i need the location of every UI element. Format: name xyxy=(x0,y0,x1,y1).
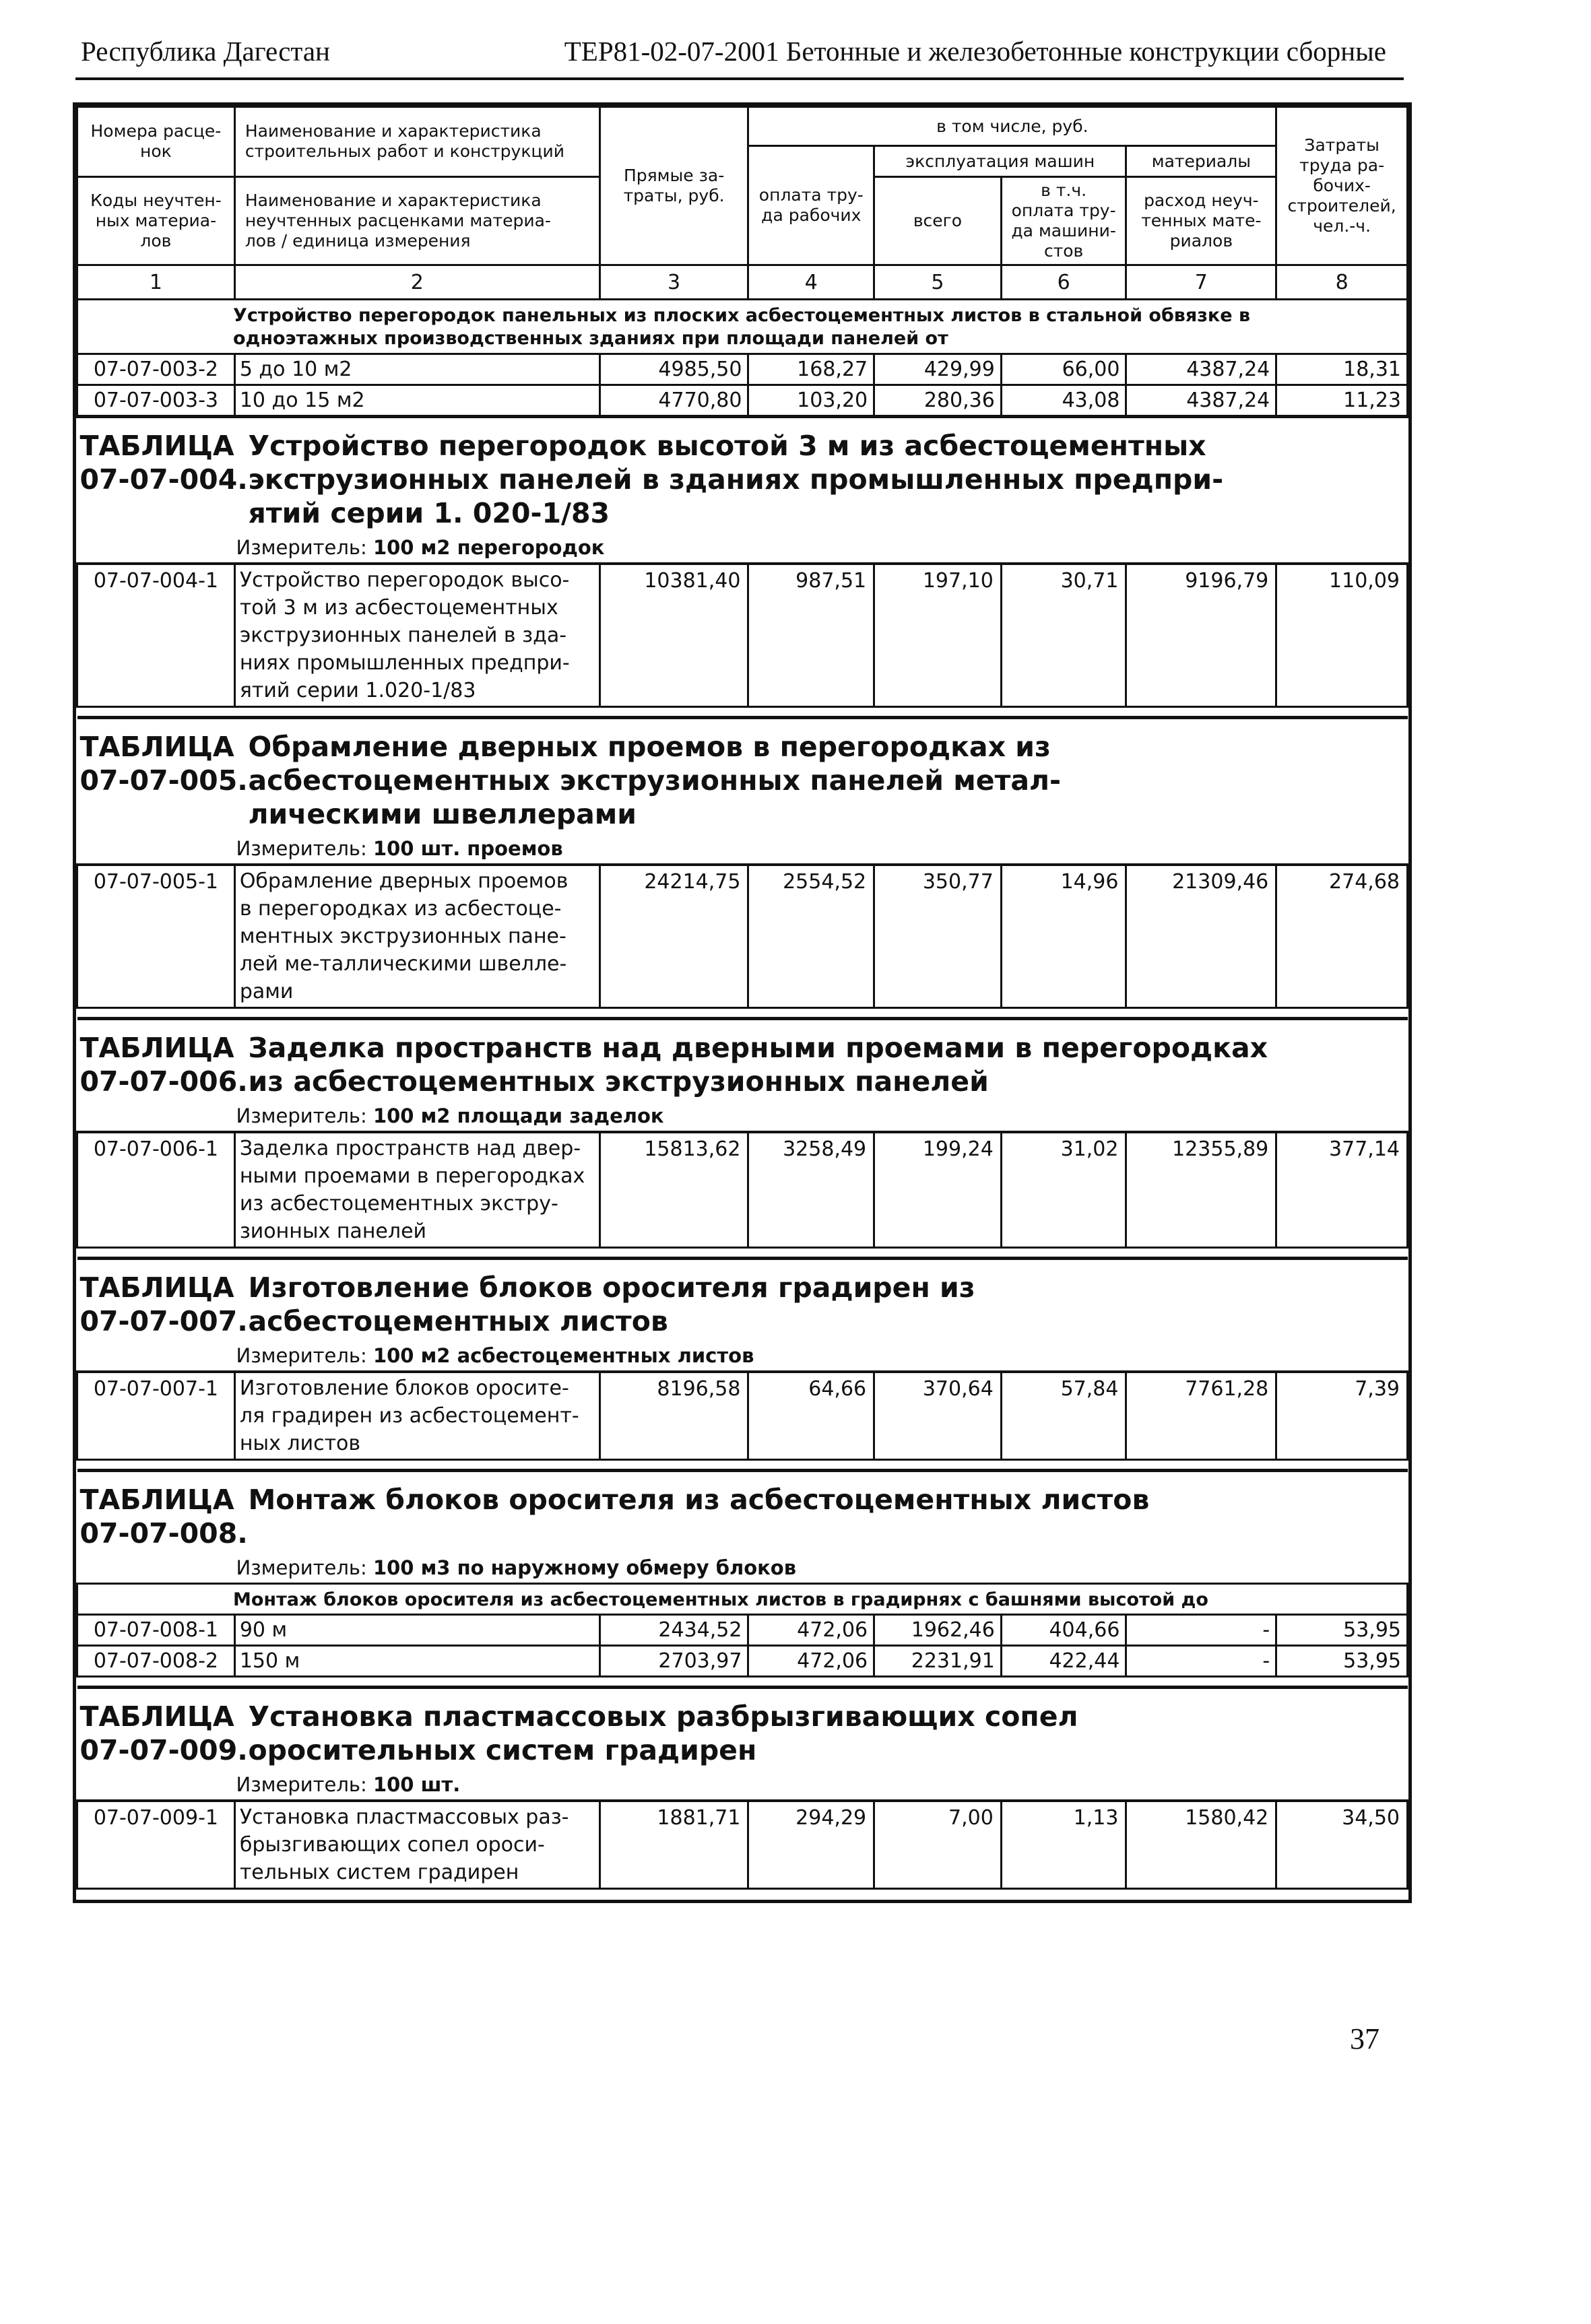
rate-value: 7761,28 xyxy=(1126,1372,1276,1460)
table-unit xyxy=(77,1345,1408,1372)
table-title-text xyxy=(249,730,1062,831)
table-label xyxy=(77,1700,249,1767)
section-caption-row xyxy=(77,1583,1408,1615)
section-caption: Монтаж блоков оросителя из асбестоцементных листов в градирнях с башнями высотой до xyxy=(77,1583,1408,1615)
unit-row xyxy=(77,838,1408,865)
rate-value: 64,66 xyxy=(748,1372,874,1460)
rate-value: 274,68 xyxy=(1276,865,1408,1008)
table-title-line: ятий серии 1. 020-1/83 xyxy=(248,496,610,529)
table-row xyxy=(77,1801,1408,1889)
table-title-line: экструзионных панелей в зданиях промышленных предпри- xyxy=(248,463,1224,496)
unit-row xyxy=(77,1345,1408,1372)
rate-code: 07-07-005-1 xyxy=(77,865,235,1008)
table-header xyxy=(77,107,1408,265)
table-title-line: асбестоцементных листов xyxy=(248,1304,668,1337)
rate-value: 294,29 xyxy=(748,1801,874,1889)
tables-body xyxy=(77,416,1408,1900)
rate-name: 90 м xyxy=(234,1615,599,1646)
rate-value: 2703,97 xyxy=(599,1646,748,1677)
column-number: 8 xyxy=(1276,265,1408,300)
col-header-labor: Затраты труда ра- бочих- строителей, чел.-ч. xyxy=(1276,107,1408,265)
table-title xyxy=(77,416,1408,537)
page-number: 37 xyxy=(1350,2022,1379,2055)
table-title-line: лическими швеллерами xyxy=(248,797,637,830)
rate-code: 07-07-007-1 xyxy=(77,1372,235,1460)
rate-value: 197,10 xyxy=(874,564,1002,707)
table-code: 07-07-008. xyxy=(79,1517,248,1550)
rate-value: 2231,91 xyxy=(874,1646,1002,1677)
table-label-word: ТАБЛИЦА xyxy=(79,1483,234,1516)
column-number: 5 xyxy=(874,265,1002,300)
table-title-text xyxy=(249,1483,1150,1517)
table-spacer xyxy=(77,1247,1408,1258)
spacer-cell xyxy=(77,1889,1408,1900)
rate-value: 1580,42 xyxy=(1126,1801,1276,1889)
rate-value: 4770,80 xyxy=(599,385,748,416)
header-rule xyxy=(75,77,1404,80)
rate-value: 4387,24 xyxy=(1126,385,1276,416)
rate-value: 987,51 xyxy=(748,564,874,707)
table-title-row xyxy=(77,717,1408,838)
rate-value: 15813,62 xyxy=(599,1132,748,1248)
table-unit xyxy=(77,1774,1408,1801)
rate-name: Обрамление дверных проемов в перегородках из асбестоце- ментных экструзионных пане- лей ме-таллическими швелле- рами xyxy=(234,865,599,1008)
table-title-text xyxy=(249,1271,975,1338)
unit-row xyxy=(77,1105,1408,1132)
table-spacer xyxy=(77,706,1408,717)
table-label-word: ТАБЛИЦА xyxy=(79,1700,234,1733)
unit-label: Измеритель: xyxy=(236,836,367,860)
table-title-row xyxy=(77,416,1408,537)
table-spacer xyxy=(77,1459,1408,1470)
rate-name: Установка пластмассовых раз- брызгивающих сопел ороси- тельных систем градирен xyxy=(234,1801,599,1889)
col-header-material-name: Наименование и характеристика неучтенных расценками материа- лов / единица измерения xyxy=(234,177,599,265)
rate-value: 7,00 xyxy=(874,1801,1002,1889)
rate-value: - xyxy=(1126,1646,1276,1677)
rate-value: 43,08 xyxy=(1001,385,1126,416)
rate-value: 14,96 xyxy=(1001,865,1126,1008)
rate-value: 18,31 xyxy=(1276,354,1408,385)
rate-name: 5 до 10 м2 xyxy=(234,354,599,385)
rate-value: 4985,50 xyxy=(599,354,748,385)
rates-table xyxy=(76,106,1408,1900)
rate-value: 472,06 xyxy=(748,1615,874,1646)
table-row xyxy=(77,865,1408,1008)
table-code: 07-07-007. xyxy=(79,1304,248,1337)
col-header-operator-pay: в т.ч. оплата тру- да машини- стов xyxy=(1001,177,1126,265)
table-title-text xyxy=(249,1700,1078,1767)
table-title-line: из асбестоцементных экструзионных панелей xyxy=(248,1065,989,1098)
table-row xyxy=(77,1615,1408,1646)
table-title xyxy=(77,1470,1408,1557)
rate-value: 1,13 xyxy=(1001,1801,1126,1889)
rate-name: 150 м xyxy=(234,1646,599,1677)
table-spacer xyxy=(77,1677,1408,1688)
section-07-07-003 xyxy=(77,300,1408,417)
running-header-left: Республика Дагестан xyxy=(81,36,330,67)
rate-value: 34,50 xyxy=(1276,1801,1408,1889)
column-number: 3 xyxy=(599,265,748,300)
rate-value: 472,06 xyxy=(748,1646,874,1677)
rate-code: 07-07-006-1 xyxy=(77,1132,235,1248)
table-row xyxy=(77,385,1408,416)
unit-label: Измеритель: xyxy=(236,1104,367,1127)
rate-value: 370,64 xyxy=(874,1372,1002,1460)
spacer-cell xyxy=(77,1677,1408,1688)
column-numbers xyxy=(77,265,1408,300)
rate-code: 07-07-003-3 xyxy=(77,385,235,416)
table-title-line: оросительных систем градирен xyxy=(248,1734,757,1767)
spacer-cell xyxy=(77,706,1408,717)
rate-value: 30,71 xyxy=(1001,564,1126,707)
table-title-row xyxy=(77,1688,1408,1774)
table-code: 07-07-006. xyxy=(79,1065,248,1098)
rate-value: 350,77 xyxy=(874,865,1002,1008)
rate-value: 1962,46 xyxy=(874,1615,1002,1646)
col-header-direct-costs: Прямые за- траты, руб. xyxy=(599,107,748,265)
table-unit xyxy=(77,1557,1408,1584)
rate-value: 53,95 xyxy=(1276,1646,1408,1677)
table-code: 07-07-004. xyxy=(79,463,248,496)
table-title-line: асбестоцементных экструзионных панелей метал- xyxy=(248,764,1062,797)
rate-value: 4387,24 xyxy=(1126,354,1276,385)
table-label xyxy=(77,730,249,797)
table-title xyxy=(77,1258,1408,1345)
table-row xyxy=(77,1132,1408,1248)
rate-value: 3258,49 xyxy=(748,1132,874,1248)
unit-value: 100 шт. проемов xyxy=(372,836,563,860)
table-title-line: Устройство перегородок высотой 3 м из асбестоцементных xyxy=(248,429,1206,462)
running-header-right: ТЕР81-02-07-2001 Бетонные и железобетонные конструкции сборные xyxy=(564,36,1386,67)
table-label-word: ТАБЛИЦА xyxy=(79,1031,234,1064)
table-spacer xyxy=(77,1889,1408,1900)
rate-value: 24214,75 xyxy=(599,865,748,1008)
table-title xyxy=(77,1688,1408,1774)
rate-value: 57,84 xyxy=(1001,1372,1126,1460)
column-numbers-row xyxy=(77,265,1408,300)
table-code: 07-07-009. xyxy=(79,1734,248,1767)
table-title-line: Изготовление блоков оросителя градирен из xyxy=(248,1271,975,1304)
table-label xyxy=(77,1031,249,1098)
col-header-rate-number: Номера расце- нок xyxy=(77,107,235,177)
unit-label: Измеритель: xyxy=(236,1773,367,1797)
rate-name: Изготовление блоков оросите- ля градирен из асбестоцемент- ных листов xyxy=(234,1372,599,1460)
table-spacer xyxy=(77,1007,1408,1018)
table-code: 07-07-005. xyxy=(79,764,248,797)
rate-value: 2434,52 xyxy=(599,1615,748,1646)
rate-value: 168,27 xyxy=(748,354,874,385)
table-title-line: Заделка пространств над дверными проемами в перегородках xyxy=(248,1031,1268,1064)
unit-row xyxy=(77,1557,1408,1584)
table-title-row xyxy=(77,1470,1408,1557)
rate-value: 199,24 xyxy=(874,1132,1002,1248)
unit-value: 100 шт. xyxy=(372,1773,461,1797)
table-label xyxy=(77,1271,249,1338)
rate-value: 377,14 xyxy=(1276,1132,1408,1248)
unit-label: Измеритель: xyxy=(236,1343,367,1367)
rate-value: 1881,71 xyxy=(599,1801,748,1889)
table-unit xyxy=(77,537,1408,564)
unit-row xyxy=(77,537,1408,564)
rate-value: 422,44 xyxy=(1001,1646,1126,1677)
col-header-materials: материалы xyxy=(1126,146,1276,177)
rate-name: 10 до 15 м2 xyxy=(234,385,599,416)
column-number: 4 xyxy=(748,265,874,300)
unit-value: 100 м2 асбестоцементных листов xyxy=(372,1343,754,1367)
rate-value: 280,36 xyxy=(874,385,1002,416)
rate-value: 8196,58 xyxy=(599,1372,748,1460)
rate-value: 12355,89 xyxy=(1126,1132,1276,1248)
rate-value: 103,20 xyxy=(748,385,874,416)
table-title-row xyxy=(77,1258,1408,1345)
table-label xyxy=(77,1483,249,1550)
table-title-line: Обрамление дверных проемов в перегородках из xyxy=(248,730,1051,763)
unit-label: Измеритель: xyxy=(236,535,367,559)
unit-value: 100 м3 по наружному обмеру блоков xyxy=(372,1556,797,1579)
section-caption-row xyxy=(77,300,1408,354)
table-title-line: Монтаж блоков оросителя из асбестоцементных листов xyxy=(248,1483,1150,1516)
unit-label: Измеритель: xyxy=(236,1556,367,1579)
rate-value: 2554,52 xyxy=(748,865,874,1008)
table-label-word: ТАБЛИЦА xyxy=(79,1271,234,1304)
col-header-incl-group: в том числе, руб. xyxy=(748,107,1276,146)
rate-value: 7,39 xyxy=(1276,1372,1408,1460)
table-unit xyxy=(77,1105,1408,1132)
rate-value: 21309,46 xyxy=(1126,865,1276,1008)
rate-code: 07-07-008-1 xyxy=(77,1615,235,1646)
table-title-line: Установка пластмассовых разбрызгивающих сопел xyxy=(248,1700,1078,1733)
rate-value: 31,02 xyxy=(1001,1132,1126,1248)
col-header-material-codes: Коды неучтен- ных материа- лов xyxy=(77,177,235,265)
rates-table-frame xyxy=(73,102,1412,1903)
spacer-cell xyxy=(77,1007,1408,1018)
table-title xyxy=(77,717,1408,838)
table-label-word: ТАБЛИЦА xyxy=(79,429,234,462)
table-title-text xyxy=(249,1031,1268,1098)
rate-value: 429,99 xyxy=(874,354,1002,385)
spacer-cell xyxy=(77,1459,1408,1470)
unit-value: 100 м2 площади заделок xyxy=(372,1104,664,1127)
rate-value: - xyxy=(1126,1615,1276,1646)
rate-code: 07-07-008-2 xyxy=(77,1646,235,1677)
rate-value: 9196,79 xyxy=(1126,564,1276,707)
table-unit xyxy=(77,838,1408,865)
rate-value: 10381,40 xyxy=(599,564,748,707)
rate-name: Заделка пространств над двер- ными проемами в перегородках из асбестоцементных экстру- зионных панелей xyxy=(234,1132,599,1248)
col-header-material-use: расход неуч- тенных мате- риалов xyxy=(1126,177,1276,265)
table-row xyxy=(77,1372,1408,1460)
table-row xyxy=(77,1646,1408,1677)
section-caption: Устройство перегородок панельных из плоских асбестоцементных листов в стальной обвязке в одноэтажных производственных зданиях при площади панелей от xyxy=(77,300,1408,354)
rate-value: 66,00 xyxy=(1001,354,1126,385)
table-title-text xyxy=(249,429,1224,530)
rate-value: 110,09 xyxy=(1276,564,1408,707)
col-header-worker-pay: оплата тру- да рабочих xyxy=(748,146,874,265)
spacer-cell xyxy=(77,1247,1408,1258)
rate-code: 07-07-009-1 xyxy=(77,1801,235,1889)
column-number: 2 xyxy=(234,265,599,300)
unit-row xyxy=(77,1774,1408,1801)
rate-value: 404,66 xyxy=(1001,1615,1126,1646)
rate-code: 07-07-004-1 xyxy=(77,564,235,707)
table-label xyxy=(77,429,249,496)
rate-name: Устройство перегородок высо- той 3 м из асбестоцементных экструзионных панелей в зда- ниях промышленных предпри- ятий серии 1.020-1/83 xyxy=(234,564,599,707)
col-header-work-name: Наименование и характеристика строительных работ и конструкций xyxy=(234,107,599,177)
table-title xyxy=(77,1018,1408,1105)
table-label-word: ТАБЛИЦА xyxy=(79,730,234,763)
column-number: 6 xyxy=(1001,265,1126,300)
table-row xyxy=(77,354,1408,385)
table-row xyxy=(77,564,1408,707)
col-header-machines: эксплуатация машин xyxy=(874,146,1126,177)
table-title-row xyxy=(77,1018,1408,1105)
column-number: 1 xyxy=(77,265,235,300)
column-number: 7 xyxy=(1126,265,1276,300)
unit-value: 100 м2 перегородок xyxy=(372,535,605,559)
rate-value: 11,23 xyxy=(1276,385,1408,416)
rate-value: 53,95 xyxy=(1276,1615,1408,1646)
rate-code: 07-07-003-2 xyxy=(77,354,235,385)
col-header-machines-total: всего xyxy=(874,177,1002,265)
